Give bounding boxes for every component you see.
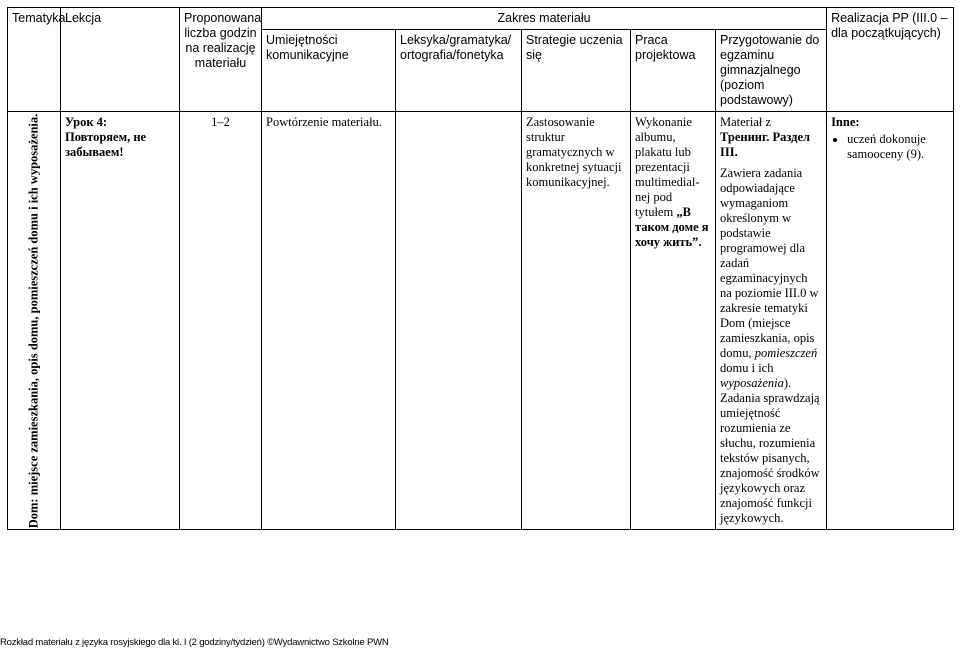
cell-praca (631, 112, 716, 530)
cell-lekcja (61, 112, 180, 530)
cell-godziny (180, 112, 262, 530)
header-praca: Praca projektowa (631, 30, 716, 112)
header-lekcja: Lekcja (61, 8, 180, 112)
cell-umiejetnosci (262, 112, 396, 530)
lesson-plan-table (7, 7, 954, 530)
page-footer: Rozkład materiału z języka rosyjskiego dla kl. I (2 godziny/tydzień) ©Wydawnictwo Szkolne PWN (0, 637, 389, 648)
egzamin-source-title: Тренинг. Раздел III. (720, 130, 811, 159)
header-godziny: Proponowana liczba godzin na realizację materiału (180, 8, 262, 112)
cell-leksyka (396, 112, 522, 530)
egzamin-source-prefix: Materiał z (720, 115, 772, 129)
header-egzamin: Przygotowanie do egzaminu gimnazjalnego (poziom podstawowy) (716, 30, 827, 112)
egzamin-source (720, 115, 822, 160)
cell-realizacja (827, 112, 954, 530)
lekcja-number: Урок 4: (65, 115, 108, 129)
egzamin-desc-part1: Zawiera zadania odpowiadające wymaganiom określonym w podstawie programowej dla zadań egzaminacyjnych na poziomie III.0 w zakresie tematyki Dom (miejsce zamieszkania, opis domu, (720, 166, 819, 360)
egzamin-description (720, 166, 822, 526)
praca-text: Wykonanie albumu, plakatu lub prezentacji multimedial-nej pod tytułem (635, 115, 700, 219)
egzamin-desc-italic1: pomieszczeń (754, 346, 818, 360)
content-row (8, 112, 954, 530)
strategie-text: Zastosowanie struktur gramatycznych w konkretnej sytuacji komunikacyjnej. (526, 115, 622, 189)
cell-strategie (522, 112, 631, 530)
inne-label: Inne: (831, 115, 860, 129)
egzamin-desc-part3: ). Zadania sprawdzają umiejętność rozumienia ze słuchu, rozumienia tekstów pisanych, znajomość środków językowych oraz znajomość funkcji językowych. (720, 376, 820, 525)
header-zakres: Zakres materiału (262, 8, 827, 30)
lekcja-title: Повторяем, не забываем! (65, 130, 147, 159)
header-strategie: Strategie uczenia się (522, 30, 631, 112)
header-tematyka: Tematyka (8, 8, 61, 112)
inne-list (831, 132, 949, 162)
inne-item: • uczeń dokonuje samooceny (9). (847, 132, 949, 162)
tematyka-text: Dom: miejsce zamieszkania, opis domu, pomieszczeń domu i ich wyposażenia. (26, 113, 41, 528)
cell-egzamin (716, 112, 827, 530)
egzamin-desc-italic2: wyposażenia (720, 376, 784, 390)
header-umiejetnosci: Umiejętności komunikacyjne (262, 30, 396, 112)
header-realizacja: Realizacja PP (III.0 – dla początkujących) (827, 8, 954, 112)
header-row-1 (8, 8, 954, 30)
egzamin-desc-part2: domu i ich (720, 361, 774, 375)
praca-title: „В таком доме я хочу жить”. (635, 205, 709, 249)
header-leksyka: Leksyka/gramatyka/ ortografia/fonetyka (396, 30, 522, 112)
godziny-value: 1–2 (211, 115, 230, 129)
cell-tematyka (8, 112, 61, 530)
umiejetnosci-text: Powtórzenie materiału. (266, 115, 382, 129)
